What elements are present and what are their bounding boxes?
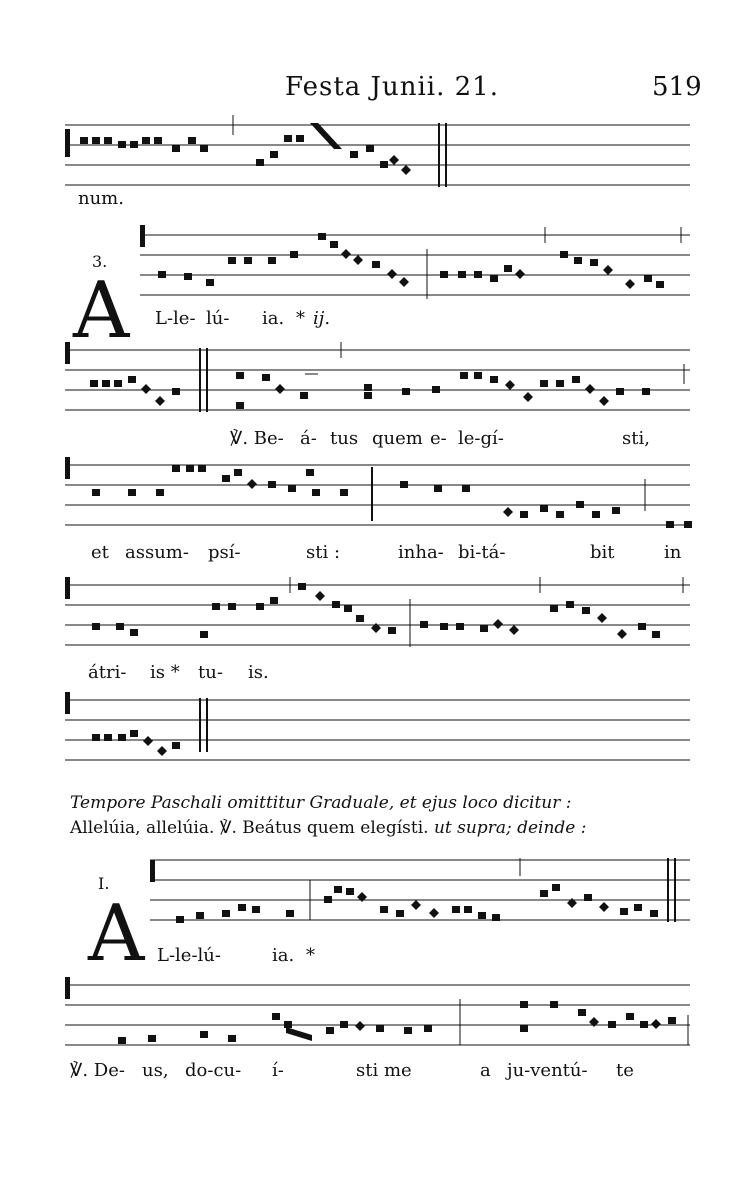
staff-5 bbox=[0, 575, 755, 655]
lyric-syllable: is * bbox=[150, 662, 180, 683]
neumes bbox=[118, 1001, 676, 1044]
lyric-syllable: inha- bbox=[398, 542, 444, 563]
lyric-syllable: le-gí- bbox=[458, 428, 504, 449]
lyric-syllable: ju-ventú- bbox=[507, 1060, 588, 1081]
lyric-syllable: us, bbox=[142, 1060, 169, 1081]
lyric-syllable: bit bbox=[590, 542, 615, 563]
lyric-syllable: a bbox=[480, 1060, 491, 1081]
staff-2 bbox=[0, 225, 755, 305]
lyric-syllable: do-cu- bbox=[185, 1060, 242, 1081]
lyric-syllable: e- bbox=[430, 428, 447, 449]
lyric-syllable: bi-tá- bbox=[458, 542, 506, 563]
lyric-syllable: sti me bbox=[356, 1060, 412, 1081]
neumes bbox=[158, 233, 664, 289]
staff-8 bbox=[0, 975, 755, 1055]
lyric-syllable: quem bbox=[372, 428, 423, 449]
lyric-syllable: te bbox=[616, 1060, 634, 1081]
lyric-syllable: ℣. De- bbox=[70, 1060, 125, 1081]
lyric-syllable: sti : bbox=[306, 542, 341, 563]
clef bbox=[65, 342, 70, 364]
staff-3 bbox=[0, 340, 755, 420]
lyric-syllable: L-le- bbox=[155, 308, 196, 329]
lyric-syllable: et bbox=[91, 542, 109, 563]
neumes bbox=[176, 884, 658, 923]
lyric-syllable: tus bbox=[330, 428, 359, 449]
rubric-line-2 bbox=[70, 818, 587, 838]
mode-number: 3. bbox=[92, 252, 108, 271]
staff-6 bbox=[0, 690, 755, 770]
clef bbox=[65, 692, 70, 714]
lyric-syllable: psí- bbox=[208, 542, 241, 563]
page-number: 519 bbox=[652, 72, 702, 102]
lyric-syllable: lú- bbox=[206, 308, 230, 329]
clef bbox=[140, 225, 145, 247]
lyric-syllable: ℣. Be- bbox=[230, 428, 284, 449]
clef bbox=[150, 860, 155, 882]
rubric-italic: ut supra; deinde : bbox=[433, 818, 587, 838]
lyric-syllable: ia. bbox=[262, 308, 285, 329]
lyric-syllable: ia. bbox=[272, 945, 295, 966]
lyric-syllable: á- bbox=[300, 428, 317, 449]
lyric-syllable: ij. bbox=[313, 308, 331, 329]
neumes bbox=[92, 730, 180, 756]
lyric-syllable: in bbox=[664, 542, 682, 563]
initial-letter: A bbox=[88, 889, 145, 979]
lyric-syllable: sti, bbox=[622, 428, 650, 449]
lyric-syllable: is. bbox=[248, 662, 269, 683]
lyric-syllable: assum- bbox=[125, 542, 189, 563]
clef bbox=[65, 129, 70, 157]
neumes bbox=[80, 123, 411, 175]
rubric-line-1: Tempore Paschali omittitur Graduale, et ejus loco dicitur : bbox=[70, 793, 572, 813]
staff-4 bbox=[0, 455, 755, 535]
neumes bbox=[92, 465, 692, 528]
page-title: Festa Junii. 21. bbox=[285, 72, 499, 102]
staff-7 bbox=[0, 850, 755, 930]
clef bbox=[65, 577, 70, 599]
lyric-syllable: í- bbox=[272, 1060, 284, 1081]
clef bbox=[65, 457, 70, 479]
syllable-num: num. bbox=[78, 188, 124, 209]
neumes bbox=[92, 583, 660, 639]
lyric-syllable: tu- bbox=[198, 662, 223, 683]
lyric-syllable: * bbox=[296, 308, 305, 329]
lyric-syllable: L-le-lú- bbox=[157, 945, 221, 966]
clef bbox=[65, 977, 70, 999]
mode-number: I. bbox=[98, 874, 110, 893]
lyric-syllable: átri- bbox=[88, 662, 127, 683]
staff-1 bbox=[0, 115, 755, 195]
rubric-text: Allelúia, allelúia. ℣. Beátus quem elegísti. bbox=[70, 818, 429, 838]
lyric-syllable: * bbox=[306, 945, 315, 966]
initial-letter: A bbox=[73, 266, 130, 356]
